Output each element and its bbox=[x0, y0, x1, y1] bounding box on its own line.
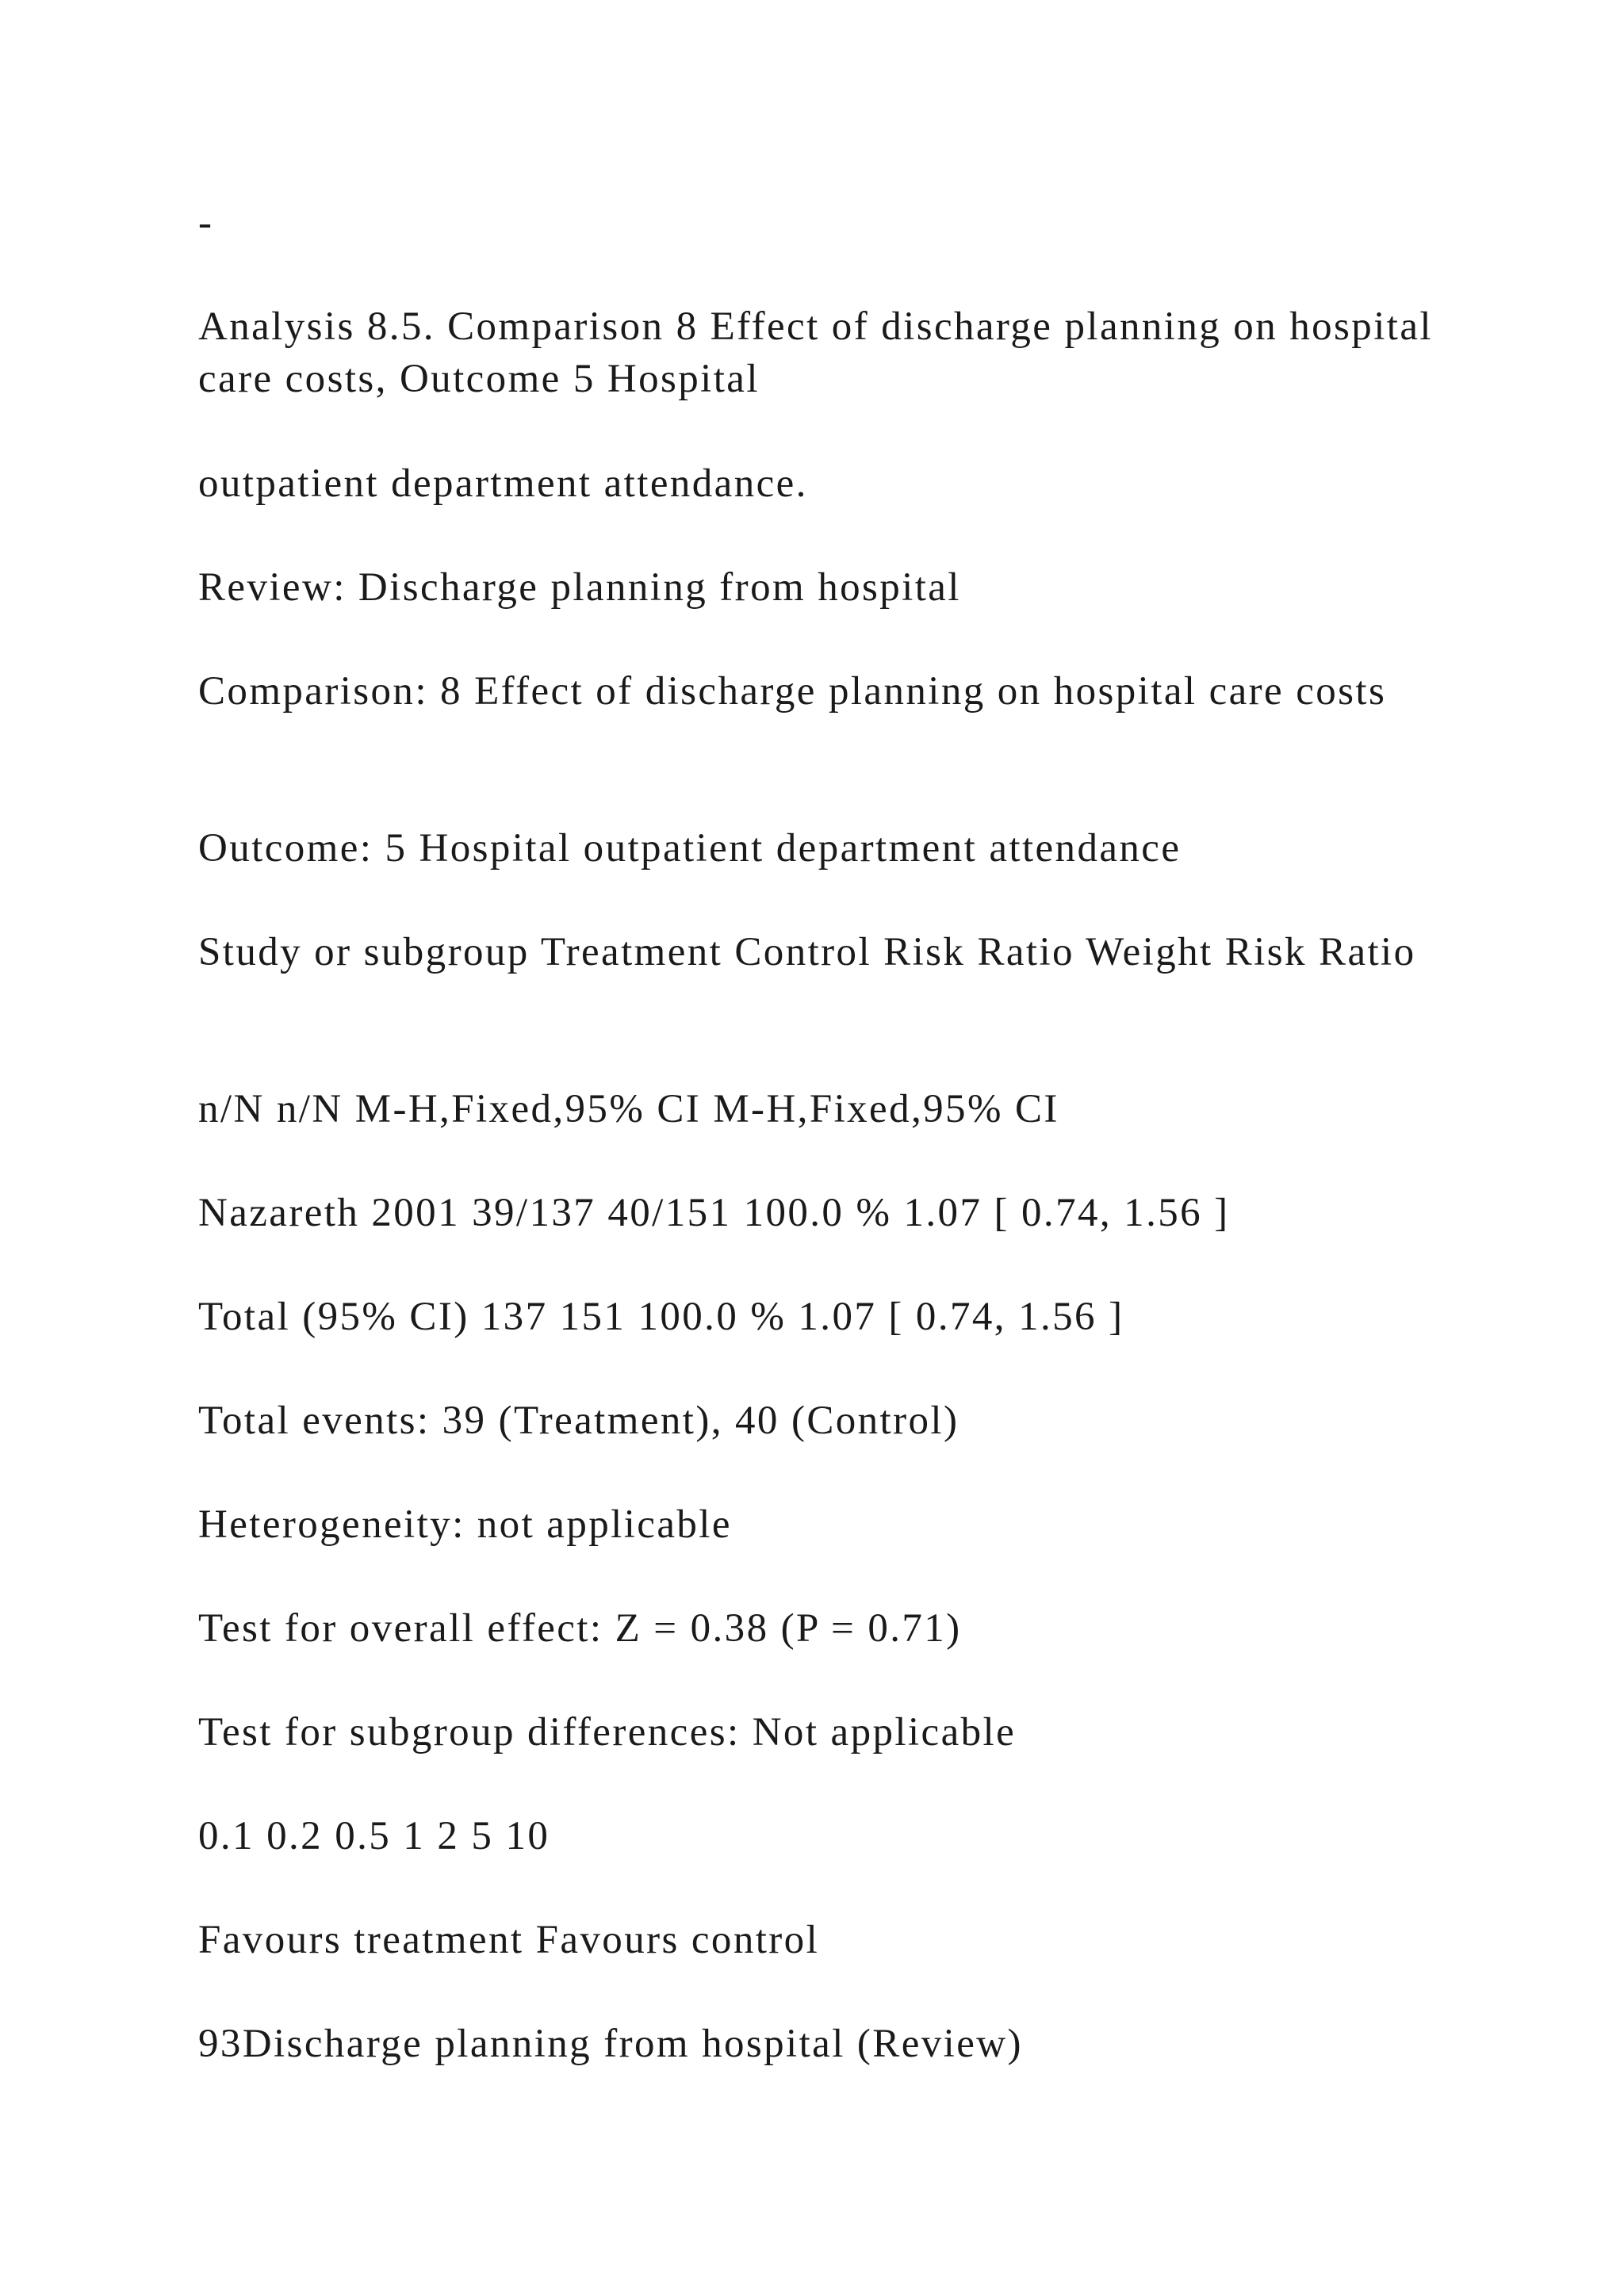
page-footer-line: 93Discharge planning from hospital (Review) bbox=[198, 2022, 1023, 2066]
subgroup-differences-line: Test for subgroup differences: Not applicable bbox=[198, 1710, 1017, 1755]
dash-line: - bbox=[198, 201, 214, 245]
analysis-title: Analysis 8.5. Comparison 8 Effect of discharge planning on hospital care costs, Outcome 5 Hospital bbox=[198, 304, 1433, 401]
overall-effect-line: Test for overall effect: Z = 0.38 (P = 0.71) bbox=[198, 1606, 962, 1651]
study-row-line: Nazareth 2001 39/137 40/151 100.0 % 1.07 [ 0.74, 1.56 ] bbox=[198, 1191, 1230, 1235]
table-header-line: Study or subgroup Treatment Control Risk Ratio Weight Risk Ratio bbox=[198, 930, 1416, 974]
outcome-line: Outcome: 5 Hospital outpatient department attendance bbox=[198, 826, 1182, 871]
review-line: Review: Discharge planning from hospital bbox=[198, 565, 961, 610]
total-events-line: Total events: 39 (Treatment), 40 (Control) bbox=[198, 1399, 959, 1443]
heterogeneity-line: Heterogeneity: not applicable bbox=[198, 1502, 732, 1547]
total-row-line: Total (95% CI) 137 151 100.0 % 1.07 [ 0.74, 1.56 ] bbox=[198, 1295, 1124, 1339]
favours-line: Favours treatment Favours control bbox=[198, 1918, 820, 1962]
table-subheader-line: n/N n/N M-H,Fixed,95% CI M-H,Fixed,95% CI bbox=[198, 1087, 1059, 1131]
analysis-title-continued: outpatient department attendance. bbox=[198, 461, 808, 506]
axis-scale-line: 0.1 0.2 0.5 1 2 5 10 bbox=[198, 1814, 550, 1858]
comparison-line: Comparison: 8 Effect of discharge planning on hospital care costs bbox=[198, 669, 1387, 714]
